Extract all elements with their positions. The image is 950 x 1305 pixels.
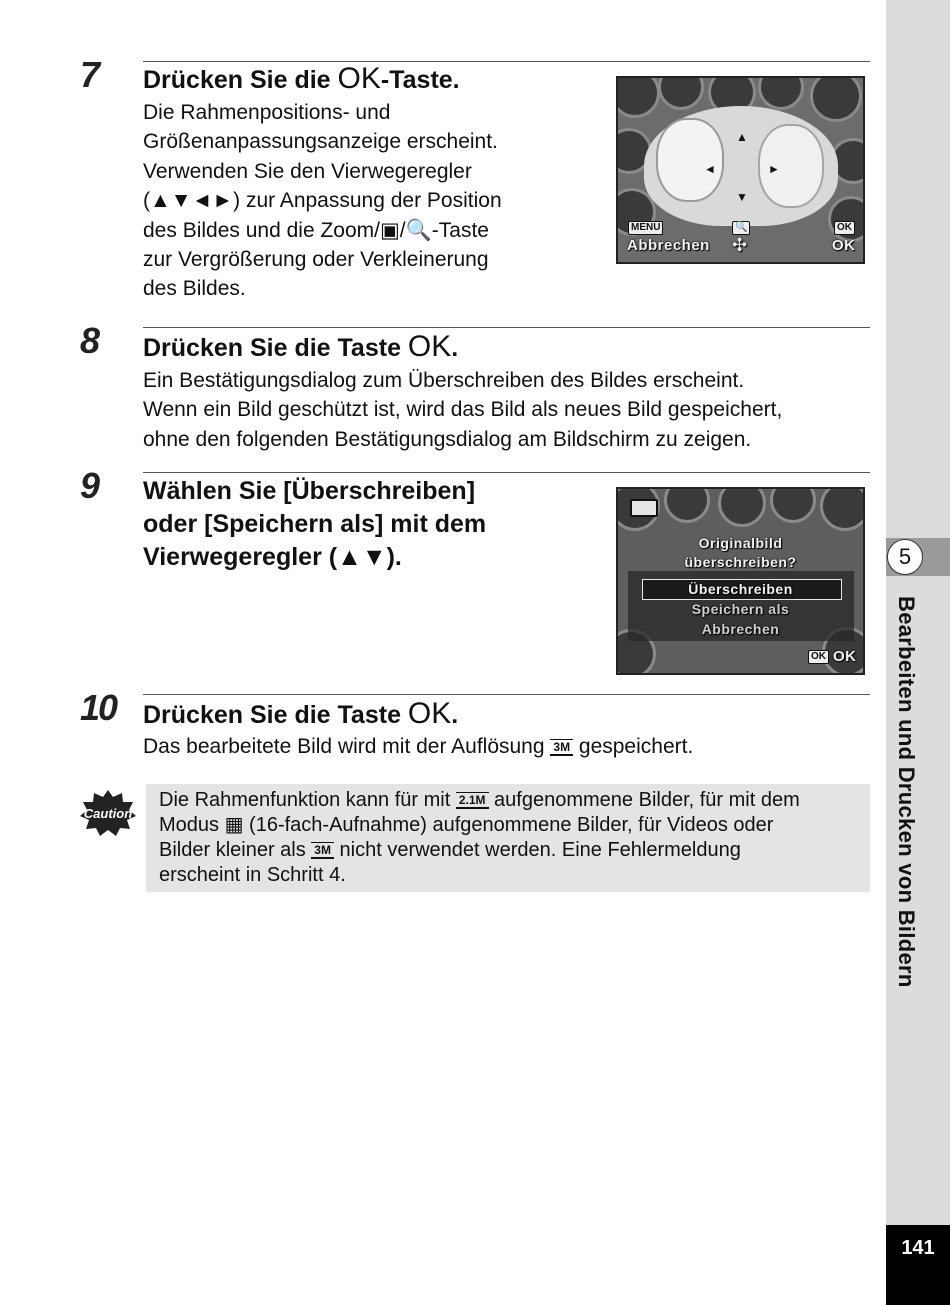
rose-decoration (810, 76, 862, 122)
rose-decoration (770, 487, 816, 523)
rose-decoration (820, 487, 865, 531)
move-icon: ✣ (732, 235, 748, 255)
ok-icon: OK (337, 62, 381, 95)
step-10-heading-suffix: . (451, 701, 459, 729)
step-8-number: 8 (80, 320, 99, 361)
ok-label: OK (832, 237, 856, 254)
frame-adjust-screenshot (616, 76, 865, 264)
caution-text-part: Die Rahmenfunktion kann für mit (159, 789, 456, 811)
rose-decoration (664, 487, 710, 523)
step-7-line: (▲▼◄►) zur Anpassung der Position (143, 189, 502, 213)
step-7-body (143, 98, 502, 304)
left-arrow-icon: ◄ (704, 162, 716, 176)
rose-decoration (828, 196, 865, 242)
image-icon (630, 499, 658, 517)
caution-text (159, 788, 863, 888)
step-7-line: zur Vergrößerung oder Verkleinerung (143, 248, 489, 272)
zoom-key-icon: 🔍 (732, 221, 750, 235)
child-left (656, 118, 724, 202)
caution-text-part: Bilder kleiner als (159, 839, 312, 861)
step-8-line: Ein Bestätigungsdialog zum Überschreiben des Bildes erscheint. (143, 369, 745, 392)
down-arrow-icon: ▼ (736, 190, 748, 204)
rose-decoration (616, 76, 660, 118)
caution-text-part: aufgenommene Bilder, für mit dem (488, 789, 800, 811)
caution-icon-label: Caution (83, 806, 133, 821)
option-cancel[interactable]: Abbrechen (701, 621, 780, 637)
rose-decoration (658, 76, 704, 110)
chapter-title: Bearbeiten und Drucken von Bildern (894, 596, 919, 988)
step-10-number: 10 (80, 687, 117, 728)
ok-key-icon: OK (834, 221, 855, 235)
step-7-heading-suffix: -Taste. (380, 66, 460, 94)
caution-line (159, 788, 863, 813)
chapter-number: 5 (887, 539, 923, 575)
step-8-body (143, 366, 782, 454)
right-arrow-icon: ► (768, 162, 780, 176)
step-8-heading-suffix: . (451, 334, 459, 362)
step-9-heading-line: oder [Speichern als] mit dem (143, 510, 487, 538)
caution-icon (80, 790, 136, 836)
ok-key-icon: OK (808, 650, 829, 664)
step-7-line: Verwenden Sie den Vierwegeregler (143, 159, 472, 183)
step-8-heading-text: Drücken Sie die Taste (143, 334, 408, 362)
step-7-heading-text: Drücken Sie die (143, 66, 338, 94)
step-7-number: 7 (80, 54, 99, 95)
overwrite-dialog-screenshot (616, 487, 865, 675)
step-10-body-text: Das bearbeitete Bild wird mit der Auflösung (143, 735, 551, 758)
caution-line (159, 838, 863, 863)
page-number: 141 (886, 1225, 950, 1305)
resolution-2m-icon: 2.1M (456, 792, 489, 809)
step-10-heading-text: Drücken Sie die Taste (143, 701, 408, 729)
step-8-line: ohne den folgenden Bestätigungsdialog am Bildschirm zu zeigen. (143, 427, 752, 451)
step-9-rule (143, 472, 870, 473)
step-9-heading-line: Wählen Sie [Überschreiben] (143, 477, 476, 505)
step-7-line: Größenanpassungsanzeige erscheint. (143, 130, 498, 154)
step-8-line: Wenn ein Bild geschützt ist, wird das Bild als neues Bild gespeichert, (143, 398, 783, 422)
resolution-3m-icon: 3M (311, 842, 334, 859)
option-save-as[interactable]: Speichern als (691, 601, 790, 617)
step-10-rule (143, 694, 870, 695)
step-10-body-suffix: gespeichert. (573, 735, 694, 758)
step-7-line: des Bildes. (143, 277, 246, 301)
step-9-heading-line: Vierwegeregler (▲▼). (143, 543, 402, 571)
step-8-heading (143, 330, 458, 365)
step-9-number: 9 (80, 465, 99, 506)
caution-text-part: nicht verwendet werden. Eine Fehlermeldung (333, 839, 741, 861)
ok-label: OK (833, 648, 857, 665)
step-7-line: Die Rahmenpositions- und (143, 101, 391, 124)
step-8-rule (143, 327, 870, 328)
option-overwrite[interactable]: Überschreiben (688, 581, 793, 597)
rose-decoration (718, 487, 766, 527)
cancel-label: Abbrechen (627, 237, 710, 254)
step-7-line: des Bildes und die Zoom/▣/🔍-Taste (143, 218, 489, 242)
step-7-heading (143, 62, 460, 97)
resolution-3m-icon: 3M (550, 739, 573, 756)
ok-icon: OK (407, 697, 452, 730)
step-9-heading (143, 475, 486, 574)
step-10-body (143, 732, 693, 761)
step-10-heading (143, 697, 458, 732)
dialog-question-line2: überschreiben? (684, 554, 797, 570)
rose-decoration (758, 76, 804, 110)
menu-key-icon: MENU (628, 221, 663, 235)
dialog-question-line1: Originalbild (698, 535, 783, 551)
ok-icon: OK (407, 330, 452, 363)
caution-line: erscheint in Schritt 4. (159, 864, 346, 886)
caution-line: Modus ▦ (16-fach-Aufnahme) aufgenommene Bilder, für Videos oder (159, 814, 774, 836)
up-arrow-icon: ▲ (736, 130, 748, 144)
